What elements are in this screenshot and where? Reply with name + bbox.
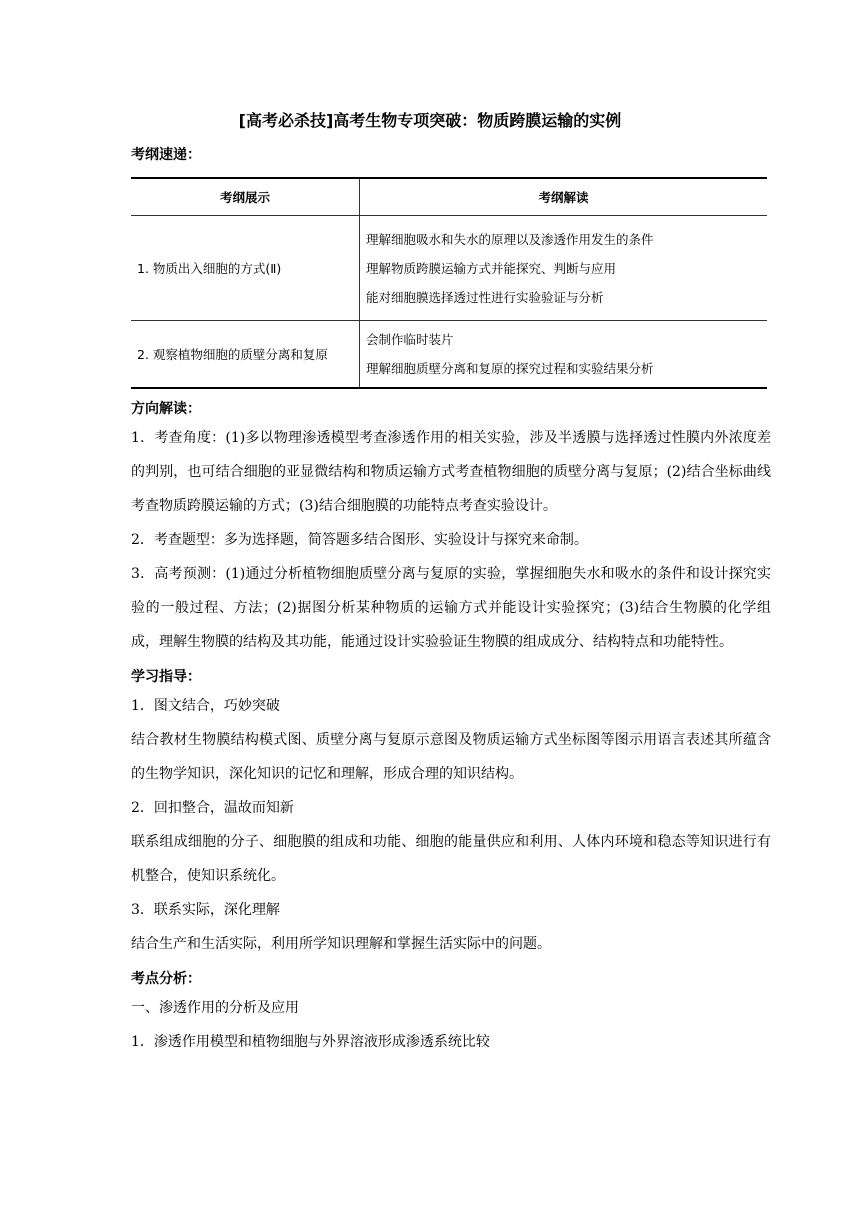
study-item-title: 3．联系实际，深化理解 <box>131 902 280 918</box>
analysis-line: 1．渗透作用模型和植物细胞与外界溶液形成渗透系统比较 <box>131 1034 490 1050</box>
table-header-display: 考纲展示 <box>131 178 360 216</box>
direction-paragraph: 1．考查角度：(1)多以物理渗透模型考查渗透作用的相关实验，涉及半透膜与选择透过性膜内外浓度差的判别，也可结合细胞的亚显微结构和物质运输方式考查植物细胞的质壁分离与复原；(2)结合坐标曲线考查物质跨膜运输的方式；(3)结合细胞膜的功能特点考查实验设计。 <box>131 430 771 514</box>
table-cell-item: 1. 物质出入细胞的方式(Ⅱ) <box>131 216 360 321</box>
table-row <box>131 321 767 389</box>
direction-heading: 方向解读： <box>131 401 201 417</box>
interpretation-line: 理解细胞质壁分离和复原的探究过程和实验结果分析 <box>366 361 654 376</box>
direction-paragraph: 3．高考预测：(1)通过分析植物细胞质壁分离与复原的实验，掌握细胞失水和吸水的条件和设计探究实验的一般过程、方法；(2)据图分析某种物质的运输方式并能设计实验探究；(3)结合生物膜的化学组成，理解生物膜的结构及其功能，能通过设计实验验证生物膜的组成成分、结构特点和功能特性。 <box>131 566 771 650</box>
direction-paragraph: 2．考查题型：多为选择题，简答题多结合图形、实验设计与探究来命制。 <box>131 532 588 548</box>
document-title: [高考必杀技]高考生物专项突破：物质跨膜运输的实例 <box>238 111 622 130</box>
table-header-interpretation: 考纲解读 <box>360 178 768 216</box>
interpretation-line: 会制作临时装片 <box>366 332 454 347</box>
table-cell-item: 2. 观察植物细胞的质壁分离和复原 <box>131 321 360 389</box>
outline-heading: 考纲速递： <box>131 147 201 163</box>
table-header-row <box>131 178 767 216</box>
study-item-text: 结合生产和生活实际，利用所学知识理解和掌握生活实际中的问题。 <box>131 936 551 952</box>
table-cell-interpretations <box>360 321 768 389</box>
interpretation-line: 理解物质跨膜运输方式并能探究、判断与应用 <box>366 260 617 276</box>
study-heading: 学习指导： <box>131 669 201 685</box>
study-item-text: 结合教材生物膜结构模式图、质壁分离与复原示意图及物质运输方式坐标图等图示用语言表述其所蕴含的生物学知识，深化知识的记忆和理解，形成合理的知识结构。 <box>131 732 771 782</box>
document-body <box>131 143 771 1059</box>
analysis-line: 一、渗透作用的分析及应用 <box>131 1000 299 1016</box>
interpretation-line: 能对细胞膜选择透过性进行实验验证与分析 <box>366 289 604 305</box>
study-item-title: 1．图文结合，巧妙突破 <box>131 698 280 714</box>
analysis-heading: 考点分析： <box>131 971 201 987</box>
study-item-title: 2．回扣整合，温故而知新 <box>131 800 294 816</box>
table-row <box>131 216 767 321</box>
study-item-text: 联系组成细胞的分子、细胞膜的组成和功能、细胞的能量供应和利用、人体内环境和稳态等知识进行有机整合，使知识系统化。 <box>131 834 771 884</box>
outline-table <box>131 177 767 389</box>
interpretation-line: 理解细胞吸水和失水的原理以及渗透作用发生的条件 <box>366 231 654 247</box>
table-cell-interpretations <box>360 216 768 321</box>
